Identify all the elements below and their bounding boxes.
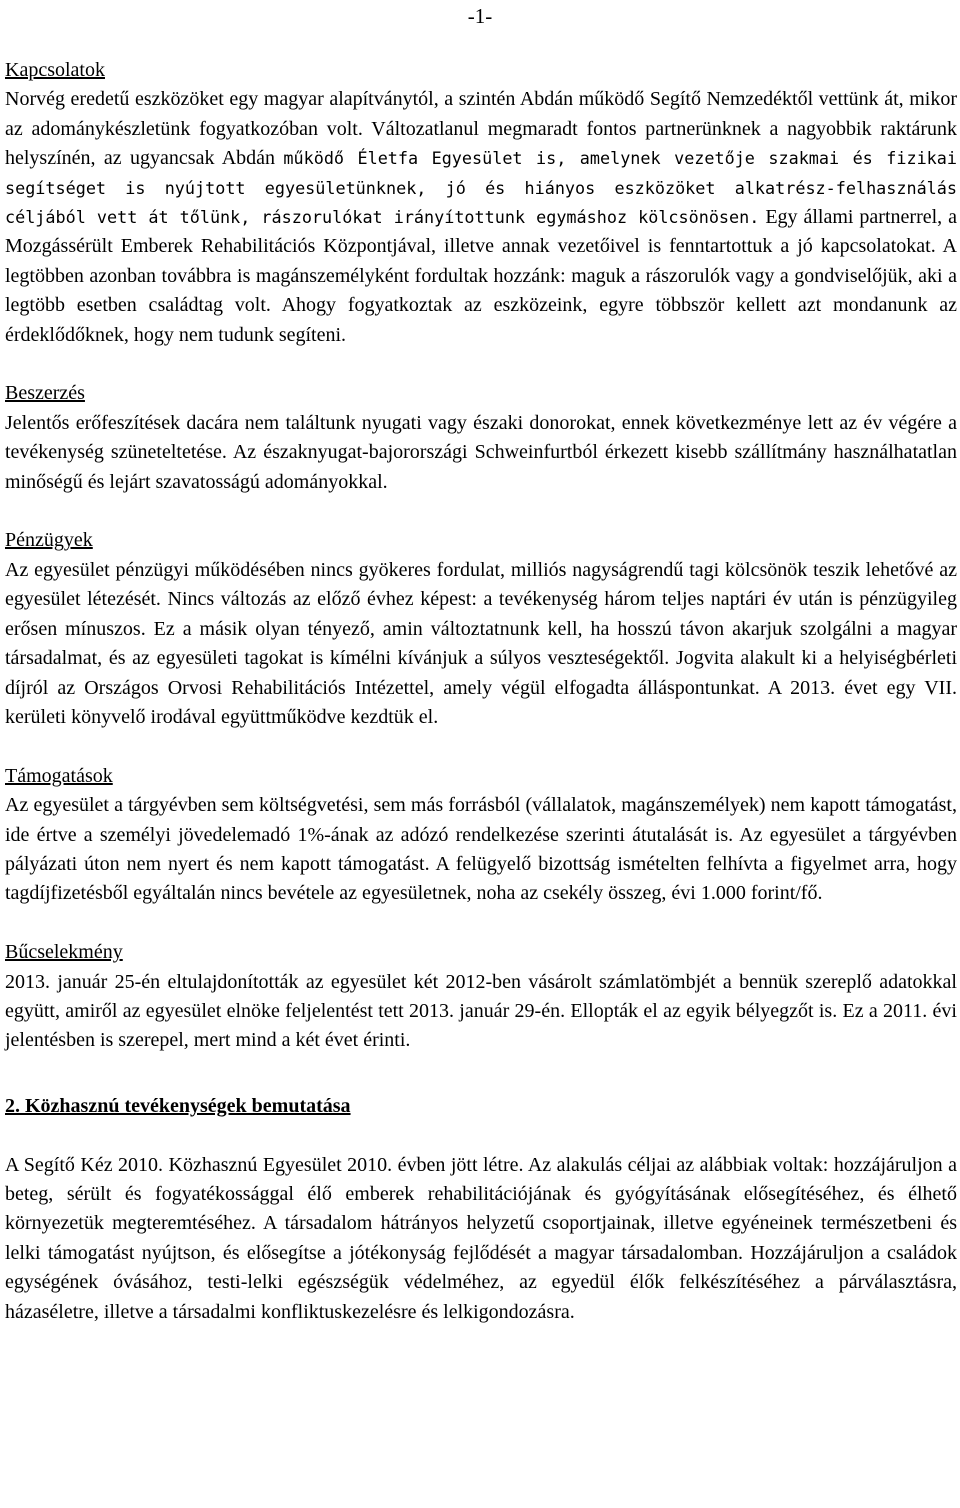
section-heading-tamogatasok: Támogatások [5, 764, 113, 787]
paragraph-beszerzes: Jelentős erőfeszítések dacára nem találtunk nyugati vagy északi donorokat, ennek következménye lett az év végére a tevékenység szüneteltetése. Az északnyugat-bajorországi Schweinfurtból érkezett kisebb szállítmány használhatatlan minőségű és lejárt szavatosságú adományokkal. [5, 411, 957, 493]
paragraph-penzugyek: Az egyesület pénzügyi működésében nincs gyökeres fordulat, milliós nagyságrendű tagi kölcsönök teszik lehetővé az egyesület létezését. Nincs változás az előző évhez képest: a tevékenység három teljes naptári év után is pénzügyileg erősen mínuszos. Ez a másik olyan tényező, amin változtatnunk kell, ha hosszú távon akarjuk szolgálni a magyar társadalmat, és az egyesületi tagokat is kímélni kívánjuk a súlyos veszteségektől. Jogvita alakult ki a helyiségbérleti díjról az Országos Orvosi Rehabilitációs Intézettel, amely végül elfogadta álláspontunkat. A 2013. évet egy VII. kerületi könyvelő irodával együttműködve kezdtük el. [5, 558, 957, 728]
spacer [5, 1056, 957, 1092]
page-number: -1- [467, 4, 493, 28]
spacer [5, 350, 957, 379]
chapter-heading: 2. Közhasznú tevékenységek bemutatása [5, 1094, 351, 1117]
spacer [5, 732, 957, 761]
paragraph-kapcsolatok-part-1: Norvég eredetű eszközöket egy magyar alapítványtól, a szintén Abdán működő Segítő Nemzedéktől vettünk át, mikor az adománykészletünk fogyatkozóban volt. Változatlanul megmaradt fontos partnerünknek a nagyobbik raktárunk helyszínén, az ugyancsak Abdán [5, 88, 957, 170]
spacer [5, 1121, 957, 1150]
paragraph-kapcsolatok-part-2: működő Életfa Egyesület is, amelynek vezetője szakmai és fizikai segítséget is nyújtott egyesületünknek, jó és hiányos eszközöket alkatrész-felhasználás céljából vett át tőlünk, rászorulókat irányítottunk egymáshoz kölcsönösen. [5, 148, 957, 228]
section-heading-beszerzes: Beszerzés [5, 382, 85, 405]
spacer [5, 909, 957, 938]
paragraph-chapter: A Segítő Kéz 2010. Közhasznú Egyesület 2010. évben jött létre. Az alakulás céljai az alábbiak voltak: hozzájáruljon a beteg, sérült és fogyatékossággal élő emberek rehabilitációjának és gyógyításának elősegítéséhez, és élhető környezetük megteremtéséhez. A társadalom hátrányos helyzetű csoportjainak, illetve egyéneinek természetbeni és lelki támogatást nyújtson, és elősegítse a jótékonyság fejlődését a magyar társadalomban. Hozzájáruljon a családok egységének óvásához, testi-lelki egészségük védelméhez, az egyedül élők felkészítéséhez a párválasztásra, házaséletre, illetve a társadalmi konfliktuskezelésre és lelkigondozásra. [5, 1153, 957, 1323]
section-heading-penzugyek: Pénzügyek [5, 529, 93, 552]
section-heading-bucselekmeny: Bűcselekmény [5, 941, 123, 964]
paragraph-kapcsolatok-part-3: Egy állami partnerrel, a Mozgássérült Emberek Rehabilitációs Központjával, illetve annak vezetőivel is fenntartottuk a jó kapcsolatokat. A legtöbben azonban továbbra is magánszemélyként fordultak hozzánk: maguk a rászorulók vagy a gondviselőjük, aki a legtöbb esetben családtag volt. Ahogy fogyatkoztak az eszközeink, egyre többször kellett azt mondanunk az érdeklődőknek, hogy nem tudunk segíteni. [5, 206, 957, 346]
section-heading-kapcsolatok: Kapcsolatok [5, 59, 105, 81]
spacer [5, 497, 957, 526]
document-body [5, 56, 957, 1327]
paragraph-kapcsolatok [5, 85, 957, 350]
paragraph-bucselekmeny: 2013. január 25-én eltulajdonították az egyesület két 2012-ben vásárolt számlatömbjét a bennük szereplő adatokkal együtt, amiről az egyesület elnöke feljelentést tett 2013. január 29-én. Ellopták el az egyik bélyegzőt is. Ez a 2011. évi jelentésben is szerepel, mert mind a két évet érinti. [5, 970, 957, 1052]
paragraph-tamogatasok: Az egyesület a tárgyévben sem költségvetési, sem más forrásból (vállalatok, magánszemélyek) nem kapott támogatást, ide értve a személyi jövedelemadó 1%-ának az adózó rendelkezése szerinti átutalását is. Az egyesület a tárgyévben pályázati úton nem nyert és nem kapott támogatást. A felügyelő bizottság ismételten felhívta a figyelmet arra, hogy tagdíjfizetésből egyáltalán nincs bevétele az egyesületnek, noha az csekély összeg, évi 1.000 forint/fő. [5, 794, 957, 905]
